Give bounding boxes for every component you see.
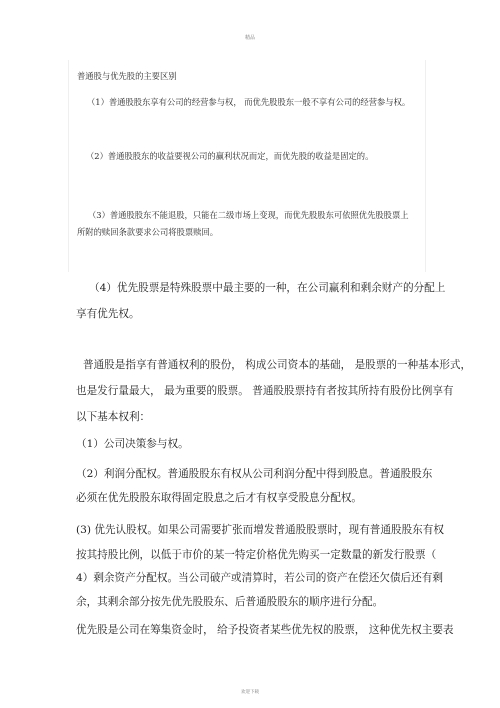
box-point-3-line-1: （3）普通股股东不能退股，只能在二级市场上变现，而优先股股东可依照优先股股票上 — [88, 210, 409, 220]
right-3-line-2: 按其持股比例，以低于市价的某一特定价格优先购买一定数量的新发行股票（ — [76, 549, 437, 561]
box-point-2: （2）普通股股东的收益要视公司的赢利状况而定，而优先股的收益是固定的。 — [86, 151, 374, 161]
intro-line-1: 普通股是指享有普通权利的股份， 构成公司资本的基础， 是股票的一种基本形式， — [83, 359, 472, 371]
right-2-line-1: （2）利润分配权。普通股股东有权从公司利润分配中得到股息。普通股股东 — [76, 468, 433, 480]
box-title: 普通股与优先股的主要区别 — [77, 71, 177, 81]
difference-box — [68, 60, 426, 272]
box-point-1: （1）普通股股东享有公司的经营参与权， 而优先股股东一般不享有公司的经营参与权。 — [87, 97, 411, 107]
page-header: 精品 — [244, 35, 255, 41]
right-3-line-1: (3) 优先认股权。如果公司需要扩张而增发普通股股票时，现有普通股股东有权 — [76, 524, 444, 536]
point-4-line-2: 享有优先权。 — [76, 308, 140, 320]
intro-line-2: 也是发行量最大， 最为重要的股票。 普通股股票持有者按其所持有股份比例享有 — [76, 385, 454, 397]
preferred-stock-line-1: 优先股是公司在筹集资金时， 给予投资者某些优先权的股票， 这种优先权主要表 — [76, 624, 454, 636]
point-4-line-1: （4）优先股票是特殊股票中最主要的一种，在公司赢利和剩余财产的分配上 — [89, 282, 446, 294]
page-footer: 欢迎下载 — [241, 690, 259, 695]
right-4-line-1: 4）剩余资产分配权。当公司破产或清算时，若公司的资产在偿还欠债后还有剩 — [76, 572, 443, 584]
right-2-line-2: 必须在优先股股东取得固定股息之后才有权享受股息分配权。 — [76, 492, 363, 504]
right-1: （1）公司决策参与权。 — [76, 438, 189, 450]
box-point-3-line-2: 所附的赎回条款要求公司将股票赎回。 — [77, 227, 219, 237]
intro-line-3: 以下基本权利： — [76, 411, 151, 423]
right-4-line-2: 余，其剩余部分按先优先股股东、后普通股股东的顺序进行分配。 — [76, 596, 384, 608]
